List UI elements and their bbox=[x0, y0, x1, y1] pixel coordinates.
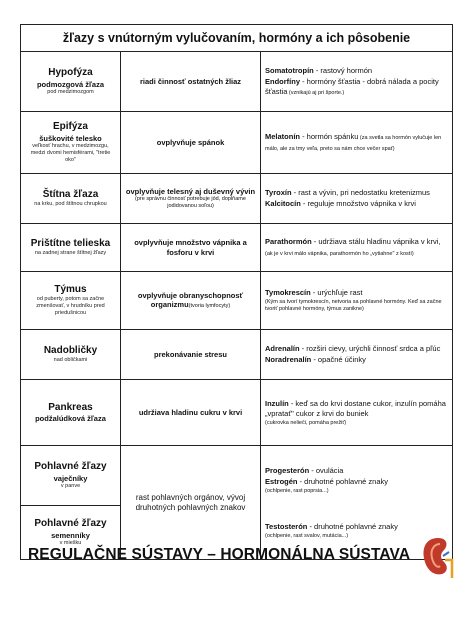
hormone-name: Estrogén bbox=[265, 476, 298, 486]
table-row bbox=[21, 330, 453, 380]
hormone-name: Parathormón bbox=[265, 237, 312, 247]
hormone-line bbox=[265, 466, 448, 476]
effect-text: riadi činnosť ostatných žliaz bbox=[139, 76, 242, 86]
hormone-line bbox=[265, 237, 448, 257]
effect-cell bbox=[121, 112, 261, 174]
hormone-name: Endorfíny bbox=[265, 76, 300, 86]
hormone-text: - udržiava stálu hladinu vápnika v krvi, bbox=[311, 237, 441, 247]
effect-note: (tvoria lymfocyty) bbox=[188, 303, 231, 310]
gland-cell bbox=[21, 330, 121, 380]
hormone-text: - hormóny šťastia - dobrá nálada a pocity šťastia bbox=[265, 76, 439, 96]
hormone-cell bbox=[261, 380, 453, 446]
effect-cell bbox=[121, 272, 261, 330]
gland-location: veľkosť hrachu, v medzimozgu, medzi dvomi hemisférami, "tretie oko" bbox=[30, 142, 111, 163]
hormone-name: Testosterón bbox=[265, 521, 308, 531]
hormone-text: - urýchľuje rast bbox=[310, 288, 363, 298]
hormone-text: - reguluje množstvo vápnika v krvi bbox=[300, 199, 416, 208]
hormone-text: - rozširi cievy, urýchli činnosť srdca a pľúc bbox=[299, 344, 441, 354]
hormone-name: Inzulín bbox=[265, 399, 289, 409]
gland-cell bbox=[21, 224, 121, 272]
hormone-cell bbox=[261, 224, 453, 272]
table-row bbox=[21, 112, 453, 174]
gland-subtitle: semenníky bbox=[51, 530, 90, 540]
gland-name: Prištítne telieska bbox=[30, 237, 111, 249]
hormone-line bbox=[265, 188, 448, 198]
hormone-note: (vznikajú aj pri športe.) bbox=[287, 89, 345, 96]
effect-text: udržiava hladinu cukru v krvi bbox=[138, 407, 243, 417]
gland-subtitle: šuškovité telesko bbox=[39, 133, 102, 143]
effect-cell bbox=[121, 174, 261, 224]
effect-text: ovplyvňuje telesný aj duševný vývin bbox=[125, 186, 256, 196]
table-row bbox=[21, 174, 453, 224]
gland-cell bbox=[21, 112, 121, 174]
gland-cell bbox=[21, 52, 121, 112]
hormone-line bbox=[265, 66, 448, 76]
gland-location: na zadnej strane štítnej žľazy bbox=[34, 250, 107, 257]
hormone-note: (Kým sa tvorí tymokrescín, netvoria sa pohlavné hormóny. Keď sa začne tvoriť pohlavné hormóny, týmus zanikne) bbox=[265, 299, 442, 313]
hormone-note: (cukrovka nelieči, pomáha prežiť) bbox=[265, 419, 347, 426]
effect-cell bbox=[121, 446, 261, 560]
table-row bbox=[21, 52, 453, 112]
table-row bbox=[21, 446, 453, 506]
hormone-line bbox=[265, 344, 448, 354]
table-row bbox=[21, 224, 453, 272]
gland-name: Štítna žľaza bbox=[42, 188, 99, 200]
effect-cell bbox=[121, 52, 261, 112]
table-row bbox=[21, 272, 453, 330]
hormone-cell bbox=[261, 272, 453, 330]
spacer bbox=[265, 495, 448, 521]
gland-name: Epifýza bbox=[52, 121, 88, 133]
hormone-name: Progesterón bbox=[265, 466, 310, 476]
effect-text: ovplyvňuje množstvo vápnika a fosforu v krvi bbox=[134, 238, 247, 257]
hormone-table bbox=[20, 24, 453, 560]
hormone-name: Kalcitocín bbox=[265, 199, 301, 208]
hormone-note: (ochlpenie, rast poprsia...) bbox=[265, 487, 329, 494]
hormone-name: Melatonín bbox=[265, 132, 300, 142]
table-row bbox=[21, 380, 453, 446]
gland-cell bbox=[21, 446, 121, 506]
title-row bbox=[21, 25, 453, 52]
hormone-text: - rast a vývin, pri nedostatku kretenizmus bbox=[291, 188, 430, 198]
hormone-cell bbox=[261, 52, 453, 112]
gland-name: Hypofýza bbox=[48, 67, 93, 79]
table-title: žľazy s vnútorným vylučovaním, hormóny a ich pôsobenie bbox=[21, 25, 453, 52]
hormone-line bbox=[265, 77, 448, 97]
hormone-name: Adrenalín bbox=[265, 344, 300, 354]
gland-name: Pohlavné žľazy bbox=[34, 518, 107, 530]
hormone-name: Tyroxín bbox=[265, 188, 292, 198]
hormone-line bbox=[265, 399, 448, 419]
hormone-line bbox=[265, 132, 448, 152]
hormone-text: - druhotné pohlavné znaky bbox=[307, 521, 398, 531]
hormone-line bbox=[265, 522, 448, 532]
gland-location: od puberty, potom sa začne zmenšovať, v hrudníku pred priedušnicou bbox=[36, 296, 105, 317]
gland-location: nad obličkami bbox=[53, 357, 88, 364]
gland-subtitle: podžalúdková žľaza bbox=[35, 414, 106, 424]
hormone-note: (ak je v krvi málo vápnika, parathormón ho „vytiahne" z kostí) bbox=[265, 250, 414, 257]
hormone-text: - hormón spánku bbox=[300, 132, 359, 142]
hormone-text: - keď sa do krvi dostane cukor, inzulín pomáha „vpratať" cukor z krvi do buniek bbox=[265, 399, 446, 418]
hormone-line bbox=[265, 288, 448, 298]
hormone-text: - druhotné pohlavné znaky bbox=[297, 476, 388, 486]
hormone-note: (za svetla sa hormón vylučuje len málo, ale za tmy veľa, preto sa nám chce večer spať) bbox=[265, 135, 442, 152]
gland-name: Pankreas bbox=[48, 401, 93, 413]
effect-cell bbox=[121, 330, 261, 380]
gland-location: na krku, pod štítnou chrupkou bbox=[34, 201, 107, 208]
hormone-text: - rastový hormón bbox=[313, 66, 373, 76]
gland-subtitle: podmozgová žľaza bbox=[36, 79, 105, 89]
hormone-text: - ovulácia bbox=[309, 466, 344, 476]
hormone-line bbox=[265, 477, 448, 487]
effect-text: rast pohlavných orgánov, vývoj druhotných pohlavných znakov bbox=[135, 492, 246, 512]
effect-cell bbox=[121, 224, 261, 272]
gland-location: pod medzimozgom bbox=[47, 88, 94, 95]
hormone-note: (ochlpenie, rast svalov, mutácia...) bbox=[265, 532, 349, 539]
effect-note: (pre správnu činnosť potrebuje jód, dopĺňame jodidovanou soľou) bbox=[135, 196, 246, 210]
effect-text: ovplyvňuje spánok bbox=[156, 137, 225, 147]
footer-heading: REGULAČNE SÚSTAVY – HORMONÁLNA SÚSTAVA bbox=[28, 546, 411, 563]
effect-text: prekonávanie stresu bbox=[154, 349, 227, 359]
hormone-line bbox=[265, 199, 448, 209]
hormone-text: - opačné účinky bbox=[311, 355, 366, 364]
hormone-cell bbox=[261, 112, 453, 174]
gland-name: Pohlavné žľazy bbox=[34, 461, 107, 473]
gland-name: Nadobličky bbox=[43, 344, 98, 356]
gland-subtitle: vaječníky bbox=[53, 473, 88, 483]
gland-cell bbox=[21, 380, 121, 446]
effect-text: ovplyvňuje obranyschopnosť organizmu bbox=[137, 290, 244, 310]
hormone-name: Somatotropín bbox=[265, 66, 314, 76]
gland-location: v miešku bbox=[59, 539, 82, 546]
hormone-line bbox=[265, 355, 448, 365]
gland-name: Týmus bbox=[54, 283, 87, 295]
hormone-name: Tymokrescín bbox=[265, 288, 311, 298]
gland-cell bbox=[21, 174, 121, 224]
kidney-icon bbox=[418, 534, 458, 580]
hormone-name: Noradrenalín bbox=[265, 355, 312, 364]
effect-cell bbox=[121, 380, 261, 446]
hormone-cell bbox=[261, 174, 453, 224]
hormone-cell bbox=[261, 330, 453, 380]
gland-cell bbox=[21, 272, 121, 330]
gland-location: v panve bbox=[60, 482, 81, 489]
